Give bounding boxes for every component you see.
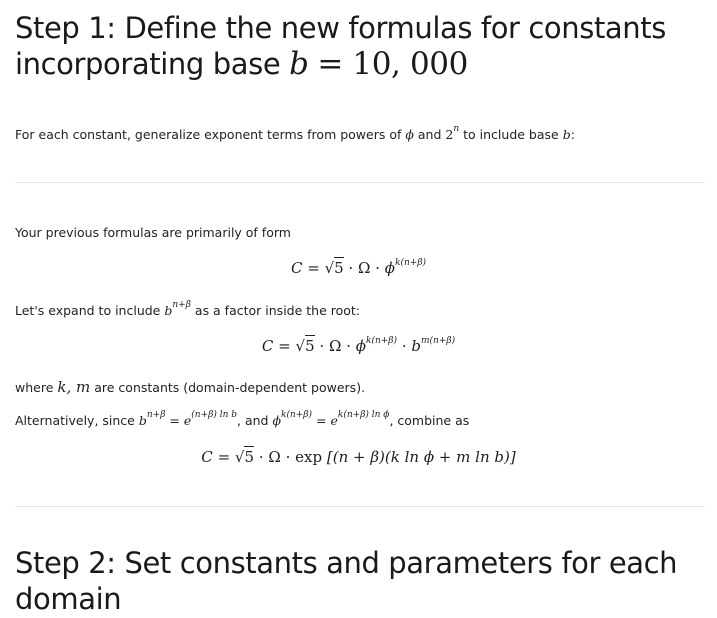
eq1-dot2: · (375, 259, 381, 277)
step2-heading (15, 545, 677, 617)
eq1-sqrt: √ (324, 259, 335, 277)
alt-b-exponent: n+β (146, 410, 166, 420)
intro-phi: ϕ (405, 127, 414, 142)
eq2-phi: ϕ (355, 337, 366, 355)
alt-and: , and (237, 413, 269, 428)
previous-formula-text: Your previous formulas are primarily of form (15, 225, 291, 240)
eq2-equals: = (278, 337, 291, 355)
eq3-body: [(n + β)(k ln ϕ + m ln b)] (326, 448, 516, 466)
eq3-equals: = (217, 448, 231, 466)
alt-b: b (138, 413, 147, 428)
eq1-five: 5 (334, 259, 344, 277)
alt-e1: e (183, 413, 192, 428)
intro-and: and (417, 127, 442, 142)
alt-e2-exponent: k(n+β) ln ϕ (337, 410, 390, 420)
intro-n: n (453, 124, 460, 134)
eq3-sqrt: √ (234, 448, 245, 466)
eq2-b: b (411, 337, 421, 355)
eq2-omega: Ω (328, 337, 342, 355)
step1-heading (15, 10, 666, 82)
intro-text-after: to include base (463, 127, 559, 142)
equation-1 (0, 259, 717, 277)
eq2-phi-exponent: k(n+β) (366, 336, 398, 346)
step1-heading-line2: incorporating base (15, 47, 281, 81)
step2-heading-line1: Step 2: Set constants and parameters for each (15, 546, 678, 580)
intro-paragraph (15, 126, 575, 144)
eq1-equals: = (307, 259, 320, 277)
alt-phi: ϕ (272, 413, 281, 428)
eq3-dot2: · (285, 448, 291, 466)
eq2-lhs: C (261, 337, 274, 355)
equation-2 (0, 337, 717, 355)
eq2-dot2: · (346, 337, 351, 355)
step1-heading-var-b: b (289, 46, 309, 82)
eq2-five: 5 (305, 337, 315, 355)
eq1-phi: ϕ (384, 259, 396, 277)
eq3-exp: exp (295, 448, 323, 466)
step1-heading-eq: = 10, 000 (317, 46, 468, 82)
eq2-b-exponent: m(n+β) (420, 336, 456, 346)
where-text-before: where (15, 380, 54, 395)
step1-heading-line1: Step 1: Define the new formulas for constants (15, 11, 666, 45)
alt-text-after: , combine as (389, 413, 470, 428)
alt-phi-exponent: k(n+β) (281, 410, 313, 420)
eq2-sqrt: √ (295, 337, 306, 355)
expand-exponent: n+β (172, 300, 191, 310)
expand-b: b (164, 303, 173, 318)
where-vars: k, m (57, 378, 91, 396)
intro-colon: : (570, 127, 575, 142)
eq1-exponent: k(n+β) (395, 258, 427, 268)
eq1-lhs: C (290, 259, 303, 277)
equation-3 (0, 448, 717, 466)
where-text-after: are constants (domain-dependent powers). (94, 380, 366, 395)
alt-e1-exponent: (n+β) ln b (191, 410, 238, 420)
intro-b: b (562, 127, 571, 142)
eq1-dot1: · (348, 259, 354, 277)
divider (15, 182, 705, 183)
step2-heading-line2: domain (15, 582, 122, 616)
intro-two: 2 (445, 127, 454, 142)
expand-paragraph (15, 302, 360, 320)
alt-e2: e (330, 413, 338, 428)
eq3-dot1: · (258, 448, 264, 466)
intro-text-before: For each constant, generalize exponent terms from powers of (15, 127, 402, 142)
expand-text-before: Let's expand to include (15, 303, 161, 318)
eq3-omega: Ω (268, 448, 281, 466)
eq1-omega: Ω (358, 259, 371, 277)
eq2-dot3: · (401, 337, 407, 355)
alt-equals-2: = (316, 413, 327, 428)
eq3-five: 5 (244, 448, 255, 466)
eq2-dot1: · (319, 337, 325, 355)
alt-text-before: Alternatively, since (15, 413, 135, 428)
eq3-lhs: C (201, 448, 213, 466)
divider (15, 506, 705, 507)
expand-text-after: as a factor inside the root: (194, 303, 361, 318)
alternative-paragraph (15, 412, 469, 430)
where-paragraph (15, 378, 365, 397)
alt-equals-1: = (169, 413, 180, 428)
